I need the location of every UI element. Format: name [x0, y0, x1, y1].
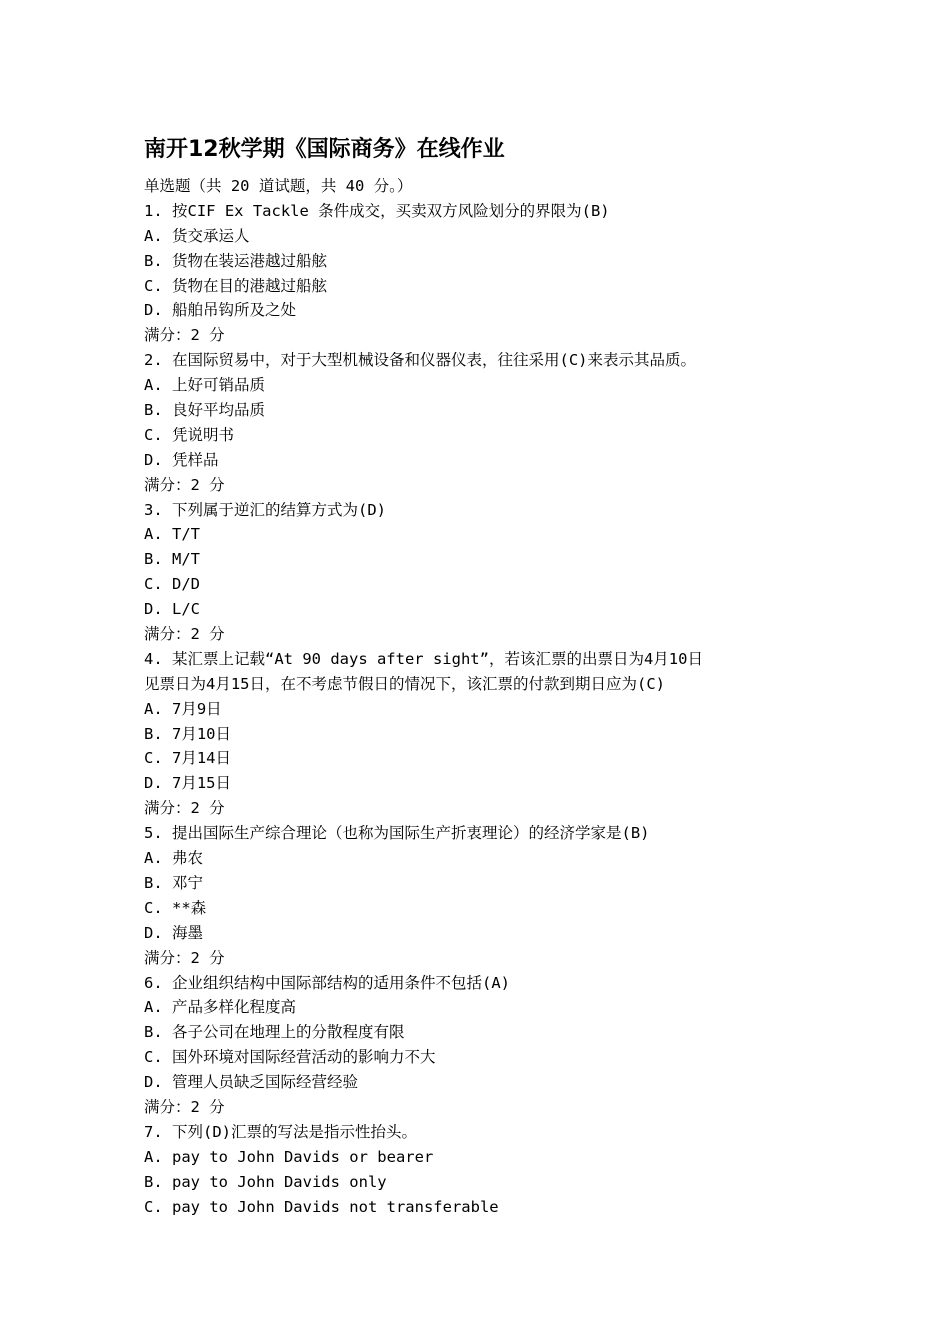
option-c: C. **森: [144, 898, 207, 917]
option-c: C. 国外环境对国际经营活动的影响力不大: [144, 1048, 436, 1067]
option-b: B. 各子公司在地理上的分散程度有限: [144, 1023, 405, 1042]
option-d: D. 7月15日: [144, 774, 231, 793]
option-c: C. 凭说明书: [144, 425, 234, 444]
option-a: A. T/T: [144, 525, 200, 544]
option-b: B. 邓宁: [144, 873, 203, 892]
question-text-continued: 见票日为4月15日，在不考虑节假日的情况下，该汇票的付款到期日应为(C): [144, 674, 665, 693]
option-a: A. pay to John Davids or bearer: [144, 1147, 434, 1166]
question-score: 满分：2 分: [144, 326, 225, 345]
question-score: 满分：2 分: [144, 475, 225, 494]
document-page: [144, 128, 844, 1219]
question-2: [144, 348, 844, 497]
question-score: 满分：2 分: [144, 1097, 225, 1116]
option-d: D. 海墨: [144, 923, 203, 942]
question-4: [144, 647, 844, 821]
option-b: B. pay to John Davids only: [144, 1172, 387, 1191]
question-text: 6. 企业组织结构中国际部结构的适用条件不包括(A): [144, 973, 510, 992]
option-d: D. 凭样品: [144, 450, 219, 469]
option-b: B. M/T: [144, 550, 200, 569]
question-text: 4. 某汇票上记载“At 90 days after sight”，若该汇票的出票日为4月10日: [144, 649, 703, 668]
option-a: A. 产品多样化程度高: [144, 998, 296, 1017]
option-b: B. 货物在装运港越过船舷: [144, 251, 327, 270]
question-6: [144, 971, 844, 1120]
option-a: A. 上好可销品质: [144, 376, 265, 395]
question-text: 2. 在国际贸易中，对于大型机械设备和仪器仪表，往往采用(C)来表示其品质。: [144, 351, 696, 370]
question-score: 满分：2 分: [144, 948, 225, 967]
option-d: D. L/C: [144, 600, 200, 619]
question-3: [144, 498, 844, 647]
question-text: 5. 提出国际生产综合理论（也称为国际生产折衷理论）的经济学家是(B): [144, 824, 650, 843]
question-7: [144, 1120, 844, 1220]
question-text: 1. 按CIF Ex Tackle 条件成交，买卖双方风险划分的界限为(B): [144, 201, 610, 220]
question-text: 7. 下列(D)汇票的写法是指示性抬头。: [144, 1122, 417, 1141]
document-title: 南开12秋学期《国际商务》在线作业: [144, 137, 505, 162]
question-score: 满分：2 分: [144, 799, 225, 818]
option-d: D. 船舶吊钩所及之处: [144, 301, 296, 320]
option-c: C. pay to John Davids not transferable: [144, 1197, 499, 1216]
option-c: C. 7月14日: [144, 749, 231, 768]
section-header: 单选题（共 20 道试题，共 40 分。）: [144, 177, 413, 195]
option-a: A. 7月9日: [144, 699, 222, 718]
option-c: C. 货物在目的港越过船舷: [144, 276, 327, 295]
question-score: 满分：2 分: [144, 625, 225, 644]
question-1: [144, 199, 844, 348]
option-a: A. 弗农: [144, 849, 203, 868]
option-d: D. 管理人员缺乏国际经营经验: [144, 1073, 358, 1092]
question-5: [144, 821, 844, 970]
option-b: B. 良好平均品质: [144, 401, 265, 420]
option-b: B. 7月10日: [144, 724, 231, 743]
question-text: 3. 下列属于逆汇的结算方式为(D): [144, 500, 386, 519]
option-a: A. 货交承运人: [144, 226, 250, 245]
option-c: C. D/D: [144, 575, 200, 594]
